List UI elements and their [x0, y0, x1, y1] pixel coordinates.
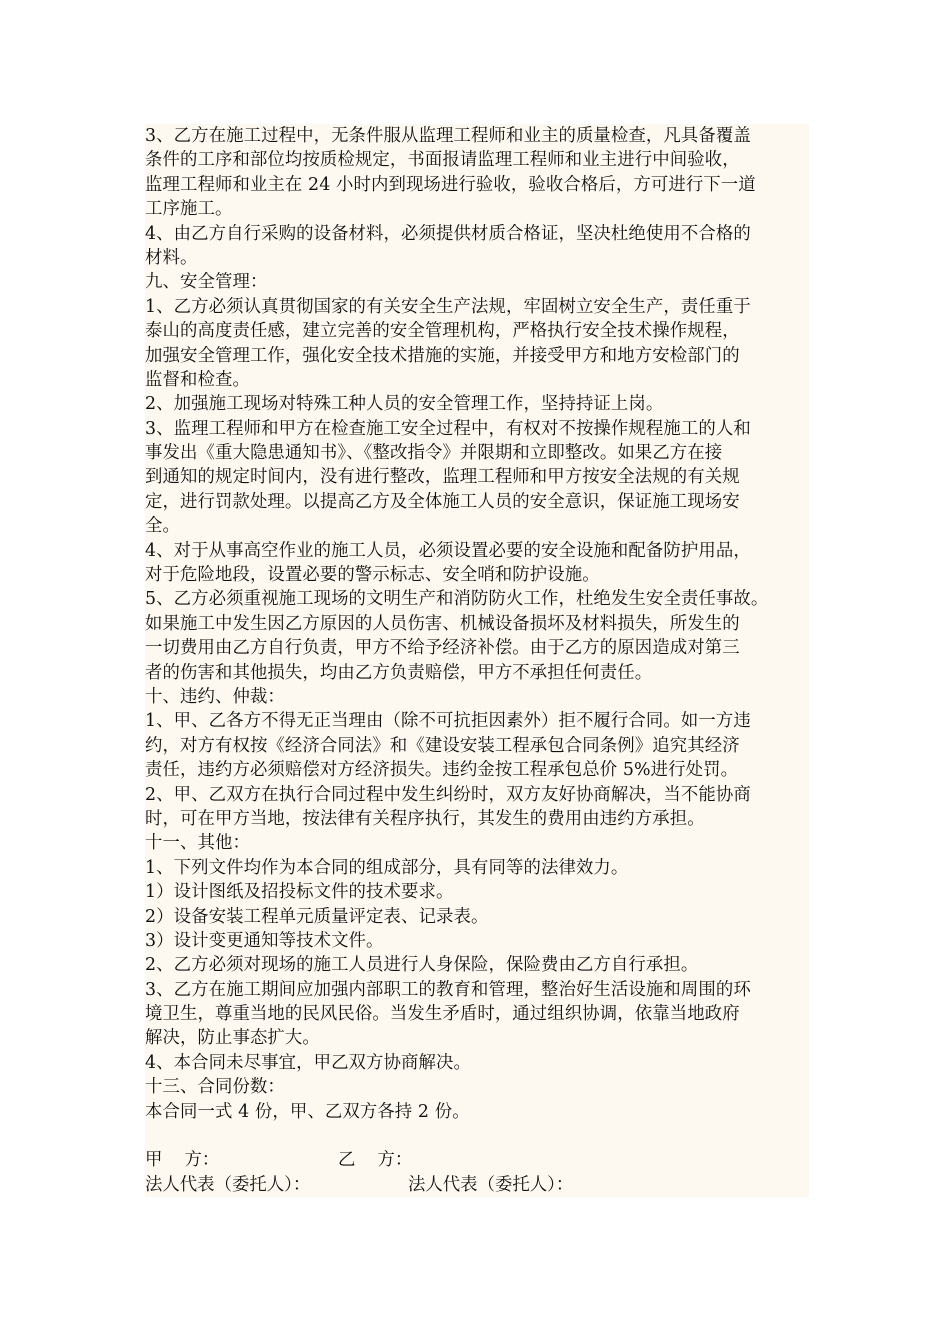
list-item: 3）设计变更通知等技术文件。: [145, 930, 384, 951]
body-line: 到通知的规定时间内，没有进行整改，监理工程师和甲方按安全法规的有关规: [145, 467, 740, 488]
section-heading: 十、违约、仲裁：: [145, 686, 285, 707]
body-line: 5、乙方必须重视施工现场的文明生产和消防防火工作，杜绝发生安全责任事故。: [145, 589, 769, 610]
body-line: 泰山的高度责任感，建立完善的安全管理机构，严格执行安全技术操作规程，: [145, 321, 740, 342]
section-heading: 十一、其他：: [145, 833, 250, 854]
rep-b-label: 法人代表（委托人）：: [408, 1174, 574, 1195]
list-item: 1）设计图纸及招投标文件的技术要求。: [145, 882, 454, 903]
body-line: 监督和检查。: [145, 369, 250, 390]
body-line: 全。: [145, 516, 180, 537]
body-line: 对于危险地段，设置必要的警示标志、安全哨和防护设施。: [145, 565, 600, 586]
blank-line: [145, 1124, 809, 1148]
body-line: 条件的工序和部位均按质检规定，书面报请监理工程师和业主进行中间验收，: [145, 150, 740, 171]
body-line: 监理工程师和业主在 24 小时内到现场进行验收，验收合格后，方可进行下一道: [145, 174, 756, 195]
section-heading: 九、安全管理：: [145, 272, 268, 293]
body-line: 工序施工。: [145, 199, 233, 220]
body-line: 2、甲、乙双方在执行合同过程中发生纠纷时，双方友好协商解决，当不能协商: [145, 784, 751, 805]
party-b-label: 乙 方：: [338, 1150, 413, 1171]
body-line: 责任，违约方必须赔偿对方经济损失。违约金按工程承包总价 5%进行处罚。: [145, 760, 739, 781]
body-line: 3、乙方在施工期间应加强内部职工的教育和管理，整治好生活设施和周围的环: [145, 979, 751, 1000]
body-line: 3、乙方在施工过程中，无条件服从监理工程师和业主的质量检查，凡具备覆盖: [145, 126, 751, 146]
body-line: 1、乙方必须认真贯彻国家的有关安全生产法规，牢固树立安全生产，责任重于: [145, 296, 751, 317]
signature-party-row: [145, 1148, 809, 1172]
body-line: 1、下列文件均作为本合同的组成部分，具有同等的法律效力。: [145, 857, 629, 878]
list-item: 2）设备安装工程单元质量评定表、记录表。: [145, 906, 489, 927]
body-line: 定，进行罚款处理。以提高乙方及全体施工人员的安全意识，保证施工现场安: [145, 491, 740, 512]
body-line: 者的伤害和其他损失，均由乙方负责赔偿，甲方不承担任何责任。: [145, 662, 653, 683]
body-line: 材料。: [145, 247, 198, 268]
rep-a-label: 法人代表（委托人）：: [145, 1174, 311, 1195]
body-line: 一切费用由乙方自行负责，甲方不给予经济补偿。由于乙方的原因造成对第三: [145, 638, 740, 659]
contract-body: [145, 124, 809, 1197]
body-line: 4、对于从事高空作业的施工人员，必须设置必要的安全设施和配备防护用品，: [145, 540, 751, 561]
body-line: 1、甲、乙各方不得无正当理由（除不可抗拒因素外）拒不履行合同。如一方违: [145, 711, 751, 732]
party-a-label: 甲 方：: [145, 1150, 220, 1171]
body-line: 事发出《重大隐患通知书》、《整改指令》并限期和立即整改。如果乙方在接: [145, 443, 723, 464]
body-line: 境卫生，尊重当地的民风民俗。当发生矛盾时，通过组织协调，依靠当地政府: [145, 1004, 740, 1025]
body-line: 2、乙方必须对现场的施工人员进行人身保险，保险费由乙方自行承担。: [145, 955, 699, 976]
signature-rep-row: [145, 1173, 809, 1197]
body-line: 本合同一式 4 份，甲、乙双方各持 2 份。: [145, 1101, 470, 1122]
body-line: 4、由乙方自行采购的设备材料，必须提供材质合格证，坚决杜绝使用不合格的: [145, 223, 751, 244]
body-line: 3、监理工程师和甲方在检查施工安全过程中，有权对不按操作规程施工的人和: [145, 418, 751, 439]
body-line: 时，可在甲方当地，按法律有关程序执行，其发生的费用由违约方承担。: [145, 808, 705, 829]
body-line: 4、本合同未尽事宜，甲乙双方协商解决。: [145, 1052, 471, 1073]
body-line: 加强安全管理工作，强化安全技术措施的实施，并接受甲方和地方安检部门的: [145, 345, 740, 366]
body-line: 约，对方有权按《经济合同法》和《建设安装工程承包合同条例》追究其经济: [145, 735, 740, 756]
body-line: 如果施工中发生因乙方原因的人员伤害、机械设备损坏及材料损失，所发生的: [145, 613, 740, 634]
body-line: 解决，防止事态扩大。: [145, 1028, 320, 1049]
section-heading: 十三、合同份数：: [145, 1077, 285, 1098]
body-line: 2、加强施工现场对特殊工种人员的安全管理工作，坚持持证上岗。: [145, 394, 664, 415]
